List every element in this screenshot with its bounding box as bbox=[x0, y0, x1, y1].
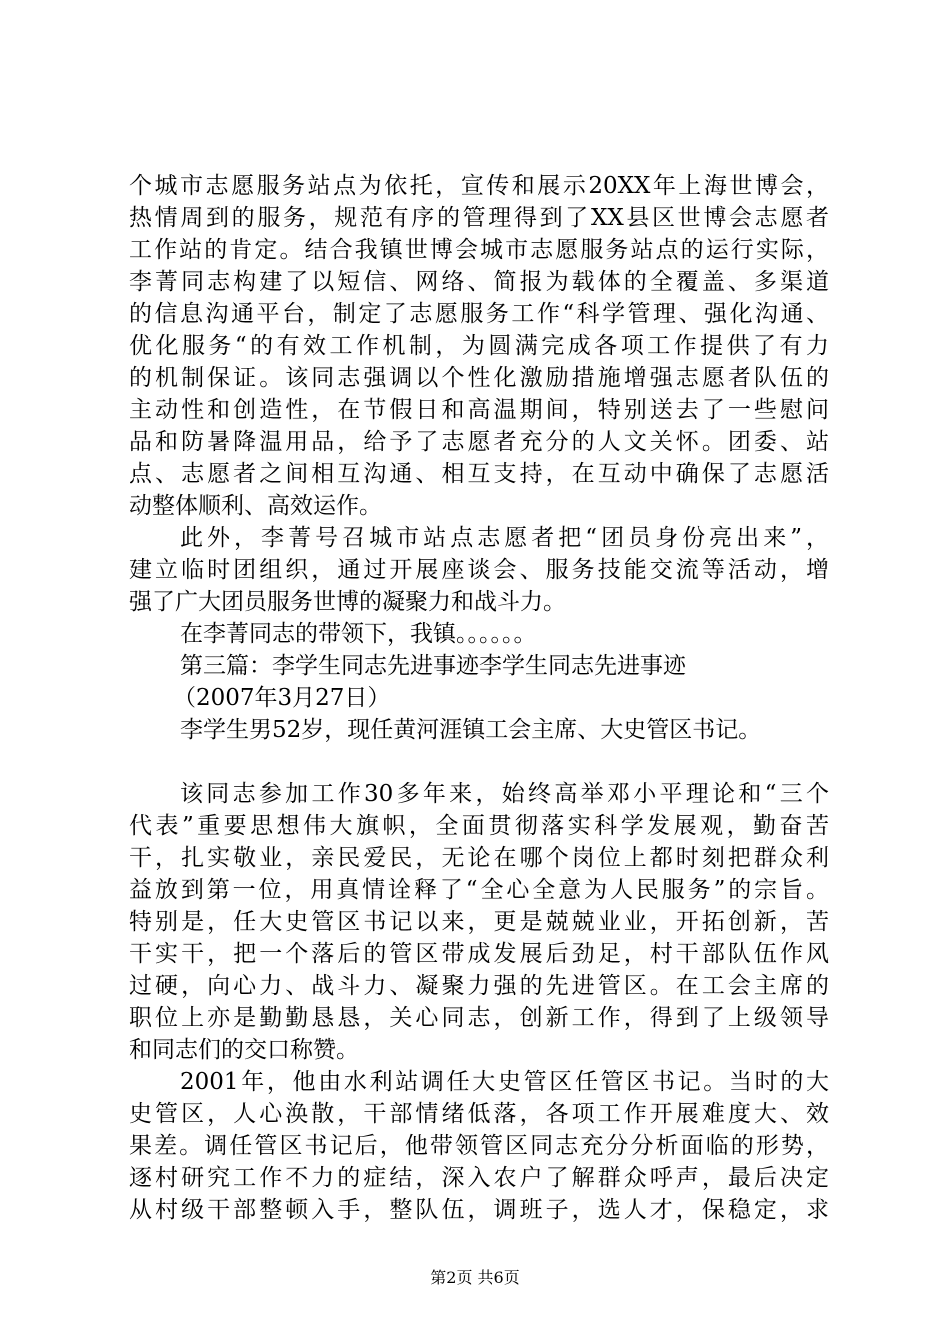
text-line: 逐村研究工作不力的症结，深入农户了解群众呼声，最后决定 bbox=[129, 1165, 829, 1191]
blank-line bbox=[129, 746, 829, 778]
text-line: 点、志愿者之间相互沟通、相互支持，在互动中确保了志愿活 bbox=[129, 461, 829, 487]
intro-line: 李学生男52岁，现任黄河涯镇工会主席、大史管区书记。 bbox=[180, 717, 762, 743]
page-footer bbox=[0, 1268, 950, 1288]
text-line: 强了广大团员服务世博的凝聚力和战斗力。 bbox=[129, 589, 566, 615]
text-line: 的机制保证。该同志强调以个性化激励措施增强志愿者队伍的 bbox=[129, 365, 829, 391]
text-line: 2001年，他由水利站调任大史管区任管区书记。当时的大 bbox=[180, 1069, 829, 1095]
text-line: 过硬，向心力、战斗力、凝聚力强的先进管区。在工会主席的 bbox=[129, 973, 829, 999]
section-date: （2007年3月27日） bbox=[173, 685, 391, 711]
text-line: 益放到第一位，用真情诠释了“全心全意为人民服务”的宗旨。 bbox=[129, 877, 829, 903]
text-line: 工作站的肯定。结合我镇世博会城市志愿服务站点的运行实际， bbox=[129, 237, 829, 263]
text-line: 从村级干部整顿入手，整队伍，调班子，选人才，保稳定，求 bbox=[129, 1197, 829, 1223]
text-line: 果差。调任管区书记后，他带领管区同志充分分析面临的形势， bbox=[129, 1133, 829, 1159]
text-line: 干实干，把一个落后的管区带成发展后劲足，村干部队伍作风 bbox=[129, 941, 829, 967]
document-body bbox=[129, 170, 829, 1226]
text-line: 和同志们的交口称赞。 bbox=[129, 1037, 359, 1063]
text-line: 代表”重要思想伟大旗帜，全面贯彻落实科学发展观，勤奋苦 bbox=[129, 813, 829, 839]
text-line: 建立临时团组织，通过开展座谈会、服务技能交流等活动，增 bbox=[129, 557, 829, 583]
text-line: 史管区，人心涣散，干部情绪低落，各项工作开展难度大、效 bbox=[129, 1101, 829, 1127]
text-line: 主动性和创造性，在节假日和高温期间，特别送去了一些慰问 bbox=[129, 397, 829, 423]
page-number-label: 第2页 共6页 bbox=[430, 1268, 520, 1287]
section-heading: 第三篇：李学生同志先进事迹李学生同志先进事迹 bbox=[180, 653, 686, 679]
text-line: 干，扎实敬业，亲民爱民，无论在哪个岗位上都时刻把群众利 bbox=[129, 845, 829, 871]
text-line: 的信息沟通平台，制定了志愿服务工作“科学管理、强化沟通、 bbox=[129, 301, 829, 327]
text-line: 在李菁同志的带领下，我镇。。。。。。 bbox=[180, 621, 537, 647]
text-line: 个城市志愿服务站点为依托，宣传和展示20XX年上海世博会， bbox=[129, 173, 829, 199]
text-line: 品和防暑降温用品，给予了志愿者充分的人文关怀。团委、站 bbox=[129, 429, 829, 455]
text-line: 该同志参加工作30多年来，始终高举邓小平理论和“三个 bbox=[180, 781, 829, 807]
text-line: 此外，李菁号召城市站点志愿者把“团员身份亮出来”， bbox=[180, 525, 829, 551]
text-line: 优化服务“的有效工作机制，为圆满完成各项工作提供了有力 bbox=[129, 333, 829, 359]
text-line: 热情周到的服务，规范有序的管理得到了XX县区世博会志愿者 bbox=[129, 205, 829, 231]
text-line: 动整体顺利、高效运作。 bbox=[129, 493, 382, 519]
text-line: 李菁同志构建了以短信、网络、简报为载体的全覆盖、多渠道 bbox=[129, 269, 829, 295]
text-line: 职位上亦是勤勤恳恳，关心同志，创新工作，得到了上级领导 bbox=[129, 1005, 829, 1031]
text-line: 特别是，任大史管区书记以来，更是兢兢业业，开拓创新，苦 bbox=[129, 909, 829, 935]
